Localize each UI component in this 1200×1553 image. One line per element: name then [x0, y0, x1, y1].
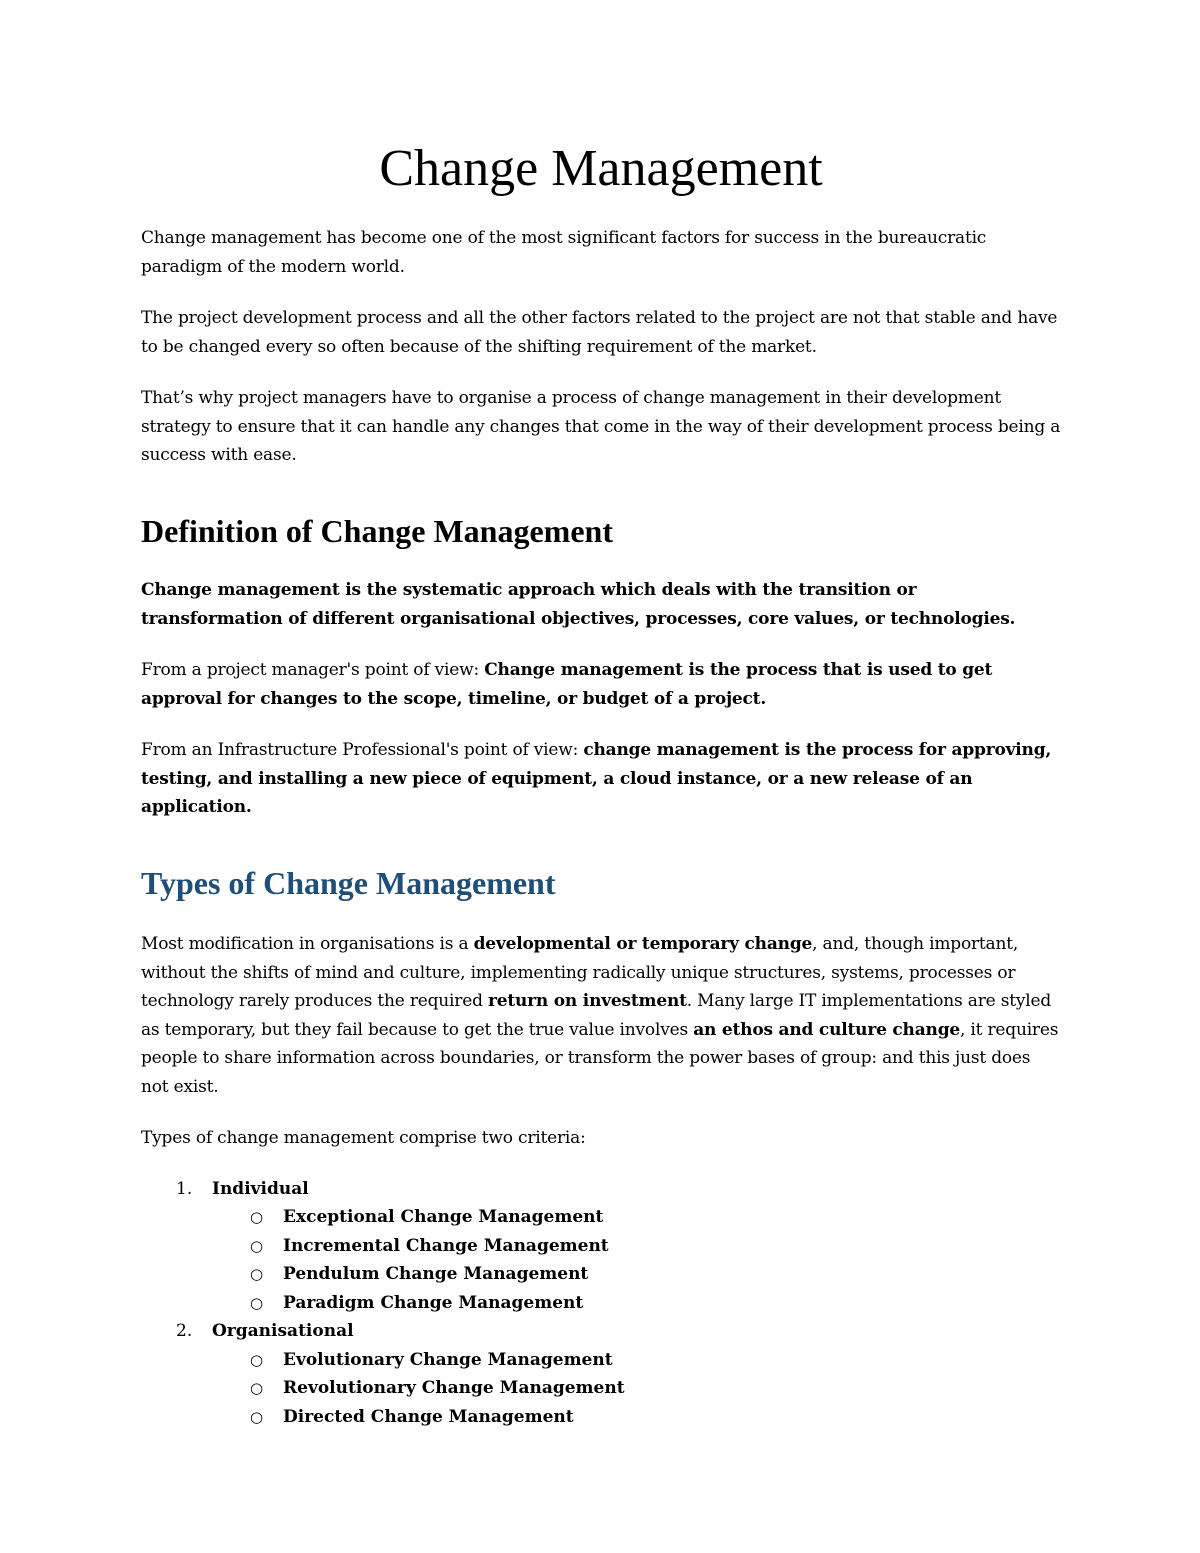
definition-infra-prefix: From an Infrastructure Professional's point of view: [141, 740, 584, 761]
document-content [141, 138, 1061, 1431]
sub-list-individual [212, 1203, 1061, 1317]
criteria-item-individual [141, 1175, 1061, 1318]
circle-bullet-icon: ○ [250, 1379, 264, 1398]
intro-paragraph-1: Change management has become one of the most significant factors for success in the bureaucratic paradigm of the modern world. [141, 228, 987, 277]
list-item [212, 1260, 1061, 1289]
list-item-label: Directed Change Management [283, 1406, 574, 1427]
types-bold-1: developmental or temporary change [473, 934, 813, 955]
list-item-label: Incremental Change Management [283, 1235, 609, 1256]
types-bold-2: return on investment [487, 991, 687, 1012]
intro-paragraph-2: The project development process and all the other factors related to the project are not that stable and have to be changed every so often because of the shifting requirement of the market. [141, 308, 1058, 357]
circle-bullet-icon: ○ [250, 1236, 264, 1255]
list-item-label: Pendulum Change Management [283, 1264, 589, 1285]
definition-infra-paragraph [141, 736, 1061, 822]
list-number: 1. [176, 1178, 193, 1199]
circle-bullet-icon: ○ [250, 1350, 264, 1369]
list-number: 2. [176, 1321, 193, 1342]
list-item [212, 1203, 1061, 1232]
types-text-4: , it requires people to share information across boundaries, or transform the power bases of group: and this just does not exist. [141, 1019, 1059, 1097]
list-item [212, 1374, 1061, 1403]
list-item-label: Evolutionary Change Management [283, 1349, 613, 1370]
intro-paragraph-3: That’s why project managers have to organise a process of change management in their development strategy to ensure that it can handle any changes that come in the way of their development process being a success with ease. [141, 388, 1061, 466]
criteria-list [141, 1175, 1061, 1432]
list-item-label: Paradigm Change Management [283, 1292, 584, 1313]
types-text-2: , and, though important, without the shifts of mind and culture, implementing radically unique structures, systems, processes or technology rarely produces the required [141, 934, 1019, 1012]
types-text-1: Most modification in organisations is a [141, 934, 474, 955]
types-text-3: . Many large IT implementations are styled as temporary, but they fail because to get the true value involves [141, 991, 1052, 1040]
criteria-item-organisational [141, 1317, 1061, 1431]
list-item-label: Revolutionary Change Management [283, 1378, 625, 1399]
criteria-label: Organisational [212, 1321, 354, 1342]
types-bold-3: an ethos and culture change [693, 1019, 960, 1040]
definition-pm-paragraph [141, 656, 1061, 713]
circle-bullet-icon: ○ [250, 1407, 264, 1426]
types-paragraph [141, 930, 1061, 1101]
criteria-label: Individual [212, 1178, 309, 1199]
definition-main-paragraph: Change management is the systematic approach which deals with the transition or transformation of different organisational objectives, processes, core values, or technologies. [141, 580, 1016, 629]
circle-bullet-icon: ○ [250, 1265, 264, 1284]
definition-pm-bold: Change management is the process that is used to get approval for changes to the scope, timeline, or budget of a project. [141, 660, 993, 709]
list-item [212, 1289, 1061, 1318]
circle-bullet-icon: ○ [250, 1208, 264, 1227]
list-item-label: Exceptional Change Management [283, 1207, 604, 1228]
definition-heading: Definition of Change Management [141, 512, 613, 549]
definition-pm-prefix: From a project manager's point of view: [141, 660, 485, 681]
types-heading: Types of Change Management [141, 864, 556, 901]
list-item [212, 1403, 1061, 1432]
definition-infra-bold: change management is the process for approving, testing, and installing a new piece of equipment, a cloud instance, or a new release of an application. [141, 740, 1052, 818]
sub-list-organisational [212, 1346, 1061, 1432]
list-item [212, 1232, 1061, 1261]
document-title: Change Management [379, 140, 823, 197]
criteria-intro: Types of change management comprise two criteria: [141, 1128, 586, 1149]
list-item [212, 1346, 1061, 1375]
circle-bullet-icon: ○ [250, 1293, 264, 1312]
